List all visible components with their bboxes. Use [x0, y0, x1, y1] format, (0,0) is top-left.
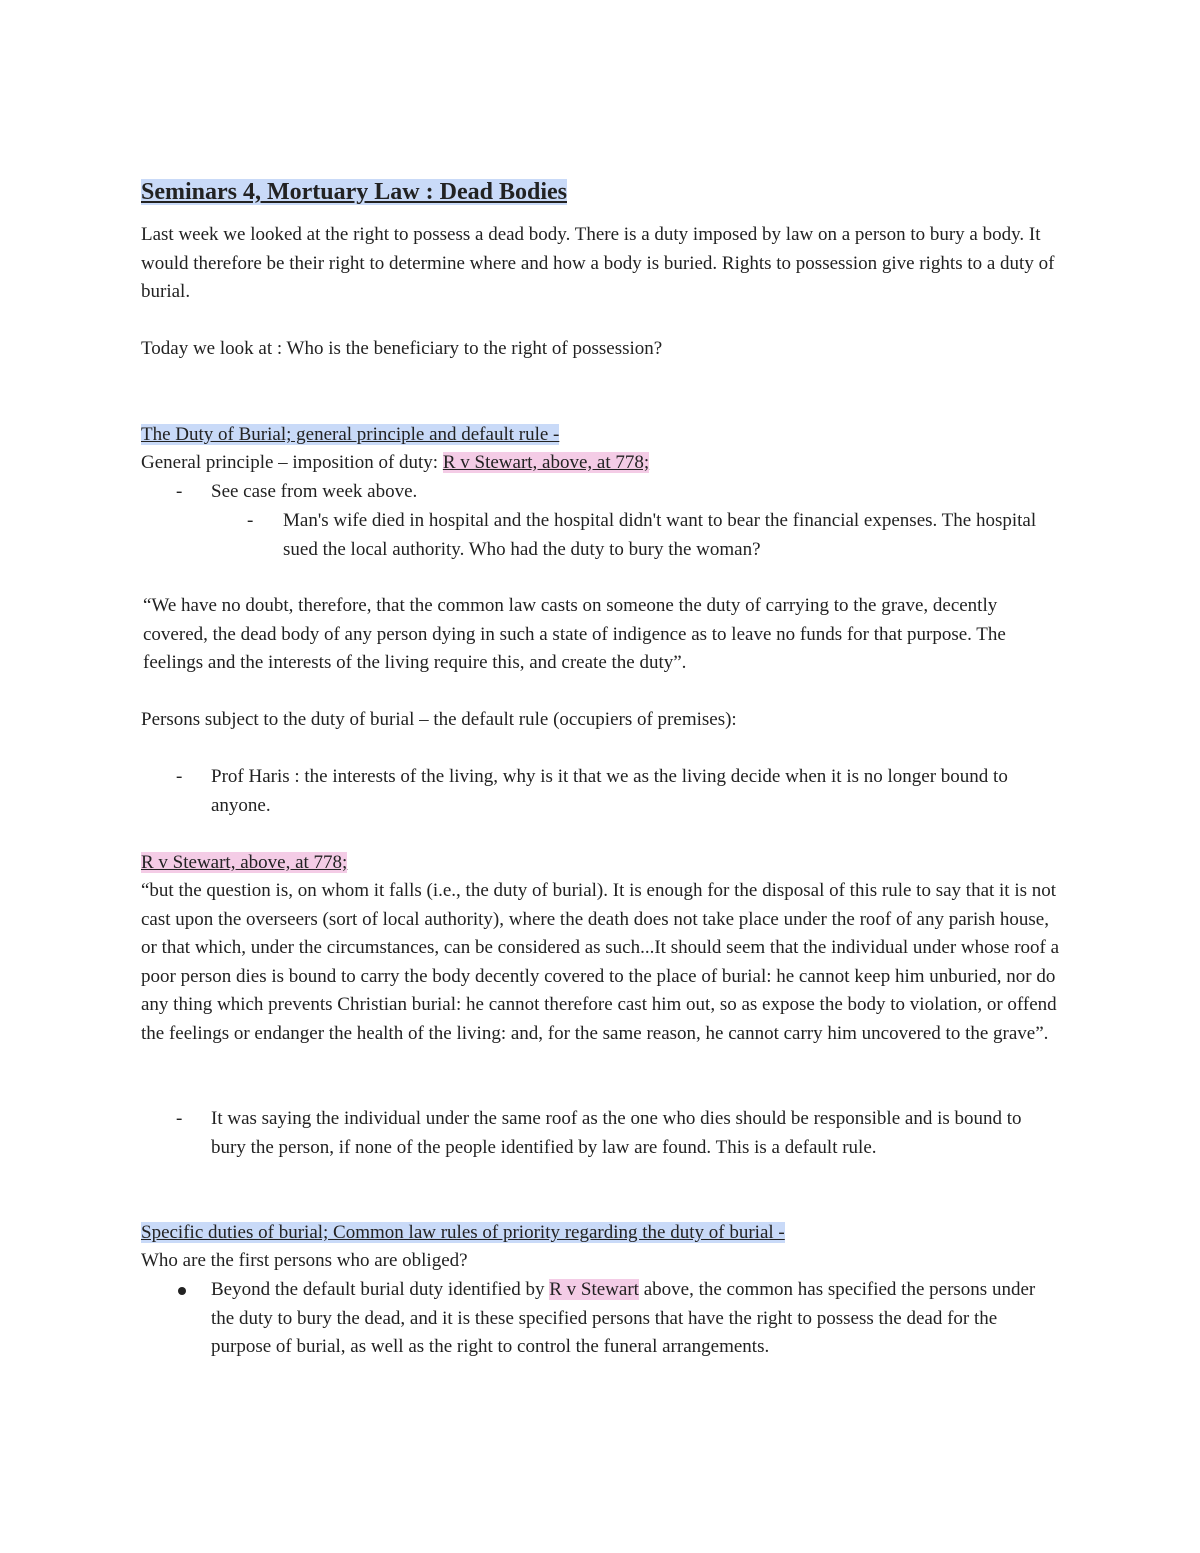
bullet-common-law-priority: Beyond the default burial duty identified by R v Stewart above, the common has specified the persons under the duty to bury the dead, and it is these specified persons that have the right to possess the dead for the purpose of burial, as well as the right to control the funeral arrangements.	[211, 1279, 1036, 1357]
case-heading-r-v-stewart: R v Stewart, above, at 778;	[141, 852, 348, 873]
persons-subject-line: Persons subject to the duty of burial – the default rule (occupiers of premises):	[141, 709, 737, 730]
case-citation: R v Stewart	[549, 1279, 639, 1300]
bullet-see-case: See case from week above.	[211, 481, 418, 502]
bullet-default-rule: It was saying the individual under the same roof as the one who dies should be responsible and is bound to bury the person, if none of the people identified by law are found. This is a default rule.	[211, 1108, 1022, 1158]
dash-bullet: -	[176, 766, 183, 787]
bullet-hospital-facts: Man's wife died in hospital and the hospital didn't want to bear the financial expenses. The hospital sued the local authority. Who had the duty to bury the woman?	[283, 510, 1037, 560]
dash-bullet: -	[247, 510, 254, 531]
dash-bullet: -	[176, 1108, 183, 1129]
case-citation: R v Stewart, above, at 778;	[442, 452, 650, 473]
section-heading-specific-duties: Specific duties of burial; Common law rules of priority regarding the duty of burial -	[141, 1222, 785, 1243]
intro-question: Today we look at : Who is the beneficiary to the right of possession?	[141, 338, 663, 359]
section-heading-duty-of-burial: The Duty of Burial; general principle and default rule -	[141, 424, 560, 445]
judgment-quote-2: “but the question is, on whom it falls (i.e., the duty of burial). It is enough for the disposal of this rule to say that it is not cast upon the overseers (sort of local authority), where the death does not take place under the roof of any parish house, or that which, under the circumstances, can be considered as such...It should seem that the individual under whose roof a poor person dies is bound to carry the body decently covered to the place of burial: he cannot keep him unburied, nor do any thing which prevents Christian burial: he cannot therefore cast him out, so as expose the body to violation, or offend the feelings or endanger the health of the living: and, for the same reason, he cannot carry him uncovered to the grave”.	[141, 880, 1060, 1044]
judgment-quote: “We have no doubt, therefore, that the common law casts on someone the duty of carrying to the grave, decently covered, the dead body of any person dying in such a state of indigence as to leave no funds for that purpose. The feelings and the interests of the living require this, and create the duty”.	[143, 595, 1006, 673]
first-persons-question: Who are the first persons who are obliged?	[141, 1250, 468, 1271]
intro-paragraph: Last week we looked at the right to possess a dead body. There is a duty imposed by law on a person to bury a body. It would therefore be their right to determine where and how a body is buried. Rights to possession give rights to a duty of burial.	[141, 224, 1055, 302]
bullet-prof-haris: Prof Haris : the interests of the living, why is it that we as the living decide when it is no longer bound to anyone.	[211, 766, 1008, 816]
bullet-dot-icon	[178, 1287, 186, 1295]
dash-bullet: -	[176, 481, 183, 502]
page-title: Seminars 4, Mortuary Law : Dead Bodies	[141, 179, 567, 205]
general-principle-line: General principle – imposition of duty: R v Stewart, above, at 778;	[141, 452, 650, 473]
